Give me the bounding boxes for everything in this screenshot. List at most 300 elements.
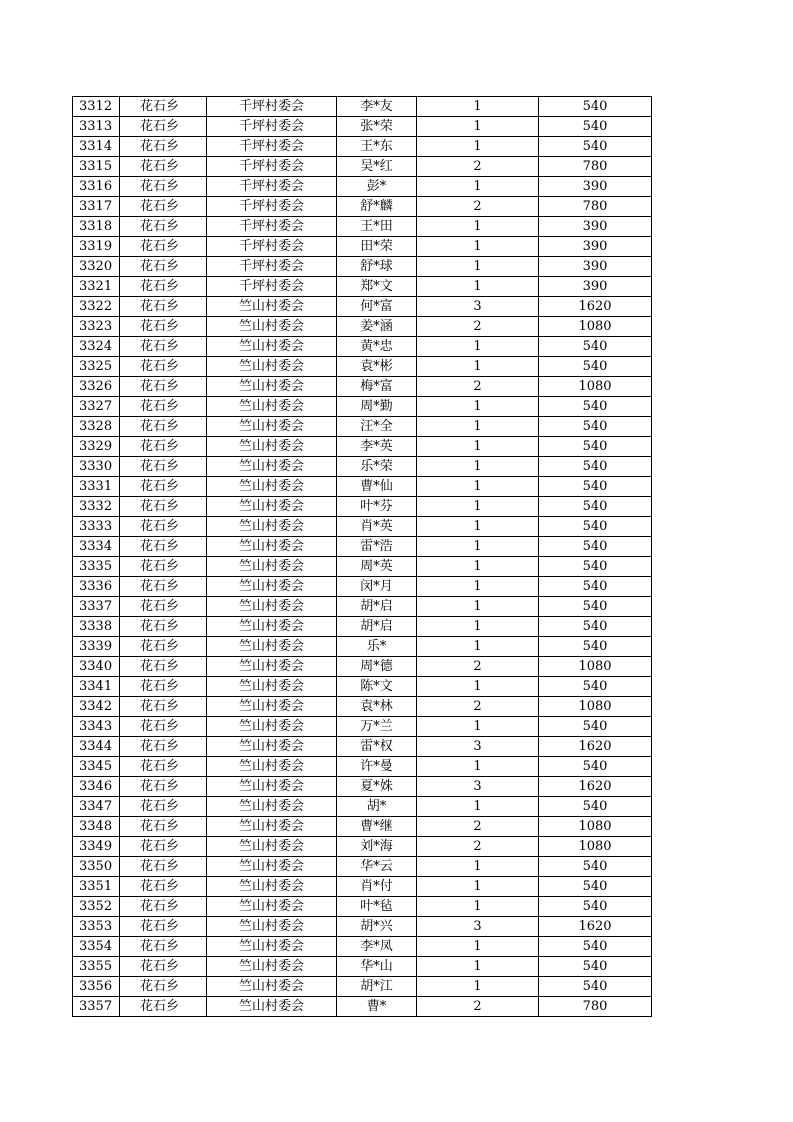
township-cell: 花石乡 [120, 337, 207, 357]
person-name-cell: 姜*涵 [337, 317, 417, 337]
person-name-cell: 叶*芬 [337, 497, 417, 517]
table-row [73, 557, 652, 577]
person-name-cell: 梅*富 [337, 377, 417, 397]
person-name-cell: 叶*毡 [337, 897, 417, 917]
amount-cell: 1620 [539, 297, 652, 317]
person-name-cell: 陈*文 [337, 677, 417, 697]
record-number-cell: 3327 [73, 397, 120, 417]
amount-cell: 540 [539, 637, 652, 657]
township-cell: 花石乡 [120, 697, 207, 717]
household-count-cell: 1 [417, 217, 539, 237]
township-cell: 花石乡 [120, 997, 207, 1017]
township-cell: 花石乡 [120, 297, 207, 317]
table-row [73, 337, 652, 357]
table-row [73, 257, 652, 277]
record-number-cell: 3357 [73, 997, 120, 1017]
amount-cell: 1620 [539, 777, 652, 797]
township-cell: 花石乡 [120, 877, 207, 897]
record-number-cell: 3335 [73, 557, 120, 577]
household-count-cell: 1 [417, 617, 539, 637]
record-number-cell: 3328 [73, 417, 120, 437]
person-name-cell: 胡*启 [337, 597, 417, 617]
amount-cell: 390 [539, 237, 652, 257]
amount-cell: 540 [539, 497, 652, 517]
record-number-cell: 3354 [73, 937, 120, 957]
township-cell: 花石乡 [120, 117, 207, 137]
person-name-cell: 李*友 [337, 97, 417, 117]
table-row [73, 217, 652, 237]
record-number-cell: 3345 [73, 757, 120, 777]
person-name-cell: 李*英 [337, 437, 417, 457]
township-cell: 花石乡 [120, 197, 207, 217]
household-count-cell: 2 [417, 317, 539, 337]
amount-cell: 540 [539, 937, 652, 957]
amount-cell: 540 [539, 877, 652, 897]
record-number-cell: 3343 [73, 717, 120, 737]
village-committee-cell: 竺山村委会 [207, 797, 337, 817]
record-number-cell: 3334 [73, 537, 120, 557]
village-committee-cell: 竺山村委会 [207, 357, 337, 377]
household-count-cell: 2 [417, 197, 539, 217]
table-row [73, 177, 652, 197]
person-name-cell: 胡* [337, 797, 417, 817]
person-name-cell: 万*兰 [337, 717, 417, 737]
household-count-cell: 1 [417, 137, 539, 157]
person-name-cell: 郑*文 [337, 277, 417, 297]
township-cell: 花石乡 [120, 357, 207, 377]
table-row [73, 717, 652, 737]
table-row [73, 297, 652, 317]
table-row [73, 657, 652, 677]
person-name-cell: 华*山 [337, 957, 417, 977]
household-count-cell: 2 [417, 817, 539, 837]
amount-cell: 540 [539, 757, 652, 777]
table-row [73, 637, 652, 657]
amount-cell: 540 [539, 397, 652, 417]
table-row [73, 477, 652, 497]
village-committee-cell: 竺山村委会 [207, 397, 337, 417]
person-name-cell: 乐*荣 [337, 457, 417, 477]
table-row [73, 877, 652, 897]
household-count-cell: 1 [417, 977, 539, 997]
table-row [73, 617, 652, 637]
record-number-cell: 3319 [73, 237, 120, 257]
township-cell: 花石乡 [120, 277, 207, 297]
village-committee-cell: 竺山村委会 [207, 957, 337, 977]
person-name-cell: 汪*全 [337, 417, 417, 437]
person-name-cell: 何*富 [337, 297, 417, 317]
township-cell: 花石乡 [120, 317, 207, 337]
record-number-cell: 3339 [73, 637, 120, 657]
household-count-cell: 1 [417, 117, 539, 137]
record-number-cell: 3323 [73, 317, 120, 337]
table-row [73, 277, 652, 297]
household-count-cell: 1 [417, 397, 539, 417]
record-number-cell: 3349 [73, 837, 120, 857]
record-number-cell: 3338 [73, 617, 120, 637]
village-committee-cell: 竺山村委会 [207, 697, 337, 717]
township-cell: 花石乡 [120, 777, 207, 797]
township-cell: 花石乡 [120, 857, 207, 877]
household-count-cell: 2 [417, 377, 539, 397]
township-cell: 花石乡 [120, 737, 207, 757]
amount-cell: 540 [539, 137, 652, 157]
person-name-cell: 张*荣 [337, 117, 417, 137]
record-number-cell: 3337 [73, 597, 120, 617]
household-count-cell: 2 [417, 697, 539, 717]
table-row [73, 677, 652, 697]
village-committee-cell: 千坪村委会 [207, 177, 337, 197]
township-cell: 花石乡 [120, 597, 207, 617]
village-committee-cell: 竺山村委会 [207, 937, 337, 957]
person-name-cell: 舒*麟 [337, 197, 417, 217]
record-number-cell: 3351 [73, 877, 120, 897]
township-cell: 花石乡 [120, 177, 207, 197]
table-row [73, 437, 652, 457]
amount-cell: 390 [539, 257, 652, 277]
village-committee-cell: 竺山村委会 [207, 817, 337, 837]
record-number-cell: 3355 [73, 957, 120, 977]
township-cell: 花石乡 [120, 617, 207, 637]
township-cell: 花石乡 [120, 577, 207, 597]
household-count-cell: 1 [417, 97, 539, 117]
village-committee-cell: 竺山村委会 [207, 977, 337, 997]
record-number-cell: 3336 [73, 577, 120, 597]
household-count-cell: 1 [417, 437, 539, 457]
amount-cell: 540 [539, 357, 652, 377]
amount-cell: 540 [539, 677, 652, 697]
record-number-cell: 3352 [73, 897, 120, 917]
table-row [73, 897, 652, 917]
record-number-cell: 3325 [73, 357, 120, 377]
amount-cell: 1620 [539, 917, 652, 937]
table-row [73, 737, 652, 757]
village-committee-cell: 竺山村委会 [207, 737, 337, 757]
record-number-cell: 3344 [73, 737, 120, 757]
amount-cell: 390 [539, 177, 652, 197]
household-count-cell: 1 [417, 757, 539, 777]
township-cell: 花石乡 [120, 457, 207, 477]
table-row [73, 137, 652, 157]
record-number-cell: 3356 [73, 977, 120, 997]
record-number-cell: 3340 [73, 657, 120, 677]
amount-cell: 540 [539, 717, 652, 737]
person-name-cell: 周*德 [337, 657, 417, 677]
amount-cell: 540 [539, 577, 652, 597]
village-committee-cell: 竺山村委会 [207, 377, 337, 397]
township-cell: 花石乡 [120, 837, 207, 857]
village-committee-cell: 竺山村委会 [207, 757, 337, 777]
household-count-cell: 3 [417, 297, 539, 317]
village-committee-cell: 竺山村委会 [207, 917, 337, 937]
table-row [73, 797, 652, 817]
person-name-cell: 华*云 [337, 857, 417, 877]
village-committee-cell: 竺山村委会 [207, 877, 337, 897]
amount-cell: 540 [539, 597, 652, 617]
table-row [73, 977, 652, 997]
township-cell: 花石乡 [120, 977, 207, 997]
township-cell: 花石乡 [120, 757, 207, 777]
amount-cell: 1080 [539, 377, 652, 397]
household-count-cell: 1 [417, 877, 539, 897]
household-count-cell: 1 [417, 277, 539, 297]
amount-cell: 540 [539, 517, 652, 537]
township-cell: 花石乡 [120, 517, 207, 537]
household-count-cell: 1 [417, 577, 539, 597]
record-number-cell: 3317 [73, 197, 120, 217]
village-committee-cell: 千坪村委会 [207, 257, 337, 277]
table-row [73, 237, 652, 257]
table-row [73, 917, 652, 937]
village-committee-cell: 竺山村委会 [207, 717, 337, 737]
household-count-cell: 1 [417, 177, 539, 197]
table-row [73, 317, 652, 337]
village-committee-cell: 竺山村委会 [207, 657, 337, 677]
village-committee-cell: 竺山村委会 [207, 617, 337, 637]
amount-cell: 540 [539, 337, 652, 357]
township-cell: 花石乡 [120, 157, 207, 177]
township-cell: 花石乡 [120, 417, 207, 437]
person-name-cell: 雷*浩 [337, 537, 417, 557]
village-committee-cell: 竺山村委会 [207, 857, 337, 877]
village-committee-cell: 竺山村委会 [207, 337, 337, 357]
record-number-cell: 3318 [73, 217, 120, 237]
amount-cell: 540 [539, 797, 652, 817]
amount-cell: 540 [539, 537, 652, 557]
amount-cell: 540 [539, 437, 652, 457]
table-row [73, 777, 652, 797]
amount-cell: 540 [539, 977, 652, 997]
record-number-cell: 3350 [73, 857, 120, 877]
household-count-cell: 3 [417, 917, 539, 937]
village-committee-cell: 竺山村委会 [207, 557, 337, 577]
record-number-cell: 3329 [73, 437, 120, 457]
village-committee-cell: 竺山村委会 [207, 517, 337, 537]
village-committee-cell: 竺山村委会 [207, 297, 337, 317]
person-name-cell: 曹* [337, 997, 417, 1017]
amount-cell: 540 [539, 477, 652, 497]
household-count-cell: 1 [417, 677, 539, 697]
person-name-cell: 夏*姝 [337, 777, 417, 797]
township-cell: 花石乡 [120, 397, 207, 417]
person-name-cell: 胡*江 [337, 977, 417, 997]
table-row [73, 157, 652, 177]
village-committee-cell: 竺山村委会 [207, 897, 337, 917]
person-name-cell: 李*凤 [337, 937, 417, 957]
record-number-cell: 3322 [73, 297, 120, 317]
village-committee-cell: 竺山村委会 [207, 537, 337, 557]
township-cell: 花石乡 [120, 937, 207, 957]
data-table [72, 96, 652, 1017]
person-name-cell: 周*勤 [337, 397, 417, 417]
village-committee-cell: 竺山村委会 [207, 437, 337, 457]
household-count-cell: 1 [417, 497, 539, 517]
township-cell: 花石乡 [120, 477, 207, 497]
person-name-cell: 吴*红 [337, 157, 417, 177]
record-number-cell: 3330 [73, 457, 120, 477]
table-row [73, 97, 652, 117]
table-row [73, 597, 652, 617]
record-number-cell: 3316 [73, 177, 120, 197]
table-row [73, 697, 652, 717]
person-name-cell: 袁*林 [337, 697, 417, 717]
village-committee-cell: 千坪村委会 [207, 117, 337, 137]
table-row [73, 937, 652, 957]
table-row [73, 117, 652, 137]
person-name-cell: 田*荣 [337, 237, 417, 257]
record-number-cell: 3320 [73, 257, 120, 277]
table-row [73, 537, 652, 557]
village-committee-cell: 竺山村委会 [207, 457, 337, 477]
household-count-cell: 1 [417, 477, 539, 497]
person-name-cell: 黄*忠 [337, 337, 417, 357]
table-row [73, 757, 652, 777]
village-committee-cell: 竺山村委会 [207, 677, 337, 697]
township-cell: 花石乡 [120, 797, 207, 817]
table-row [73, 457, 652, 477]
township-cell: 花石乡 [120, 917, 207, 937]
record-number-cell: 3313 [73, 117, 120, 137]
record-number-cell: 3333 [73, 517, 120, 537]
township-cell: 花石乡 [120, 657, 207, 677]
amount-cell: 1080 [539, 317, 652, 337]
amount-cell: 390 [539, 277, 652, 297]
person-name-cell: 舒*球 [337, 257, 417, 277]
amount-cell: 390 [539, 217, 652, 237]
village-committee-cell: 千坪村委会 [207, 97, 337, 117]
person-name-cell: 胡*兴 [337, 917, 417, 937]
table-row [73, 837, 652, 857]
record-number-cell: 3346 [73, 777, 120, 797]
table-row [73, 817, 652, 837]
township-cell: 花石乡 [120, 237, 207, 257]
household-count-cell: 1 [417, 457, 539, 477]
record-number-cell: 3314 [73, 137, 120, 157]
person-name-cell: 王*东 [337, 137, 417, 157]
village-committee-cell: 竺山村委会 [207, 837, 337, 857]
record-number-cell: 3332 [73, 497, 120, 517]
amount-cell: 1080 [539, 657, 652, 677]
person-name-cell: 曹*仙 [337, 477, 417, 497]
village-committee-cell: 竺山村委会 [207, 577, 337, 597]
household-count-cell: 1 [417, 857, 539, 877]
person-name-cell: 曹*继 [337, 817, 417, 837]
household-count-cell: 1 [417, 957, 539, 977]
table-row [73, 417, 652, 437]
township-cell: 花石乡 [120, 497, 207, 517]
township-cell: 花石乡 [120, 97, 207, 117]
township-cell: 花石乡 [120, 677, 207, 697]
household-count-cell: 1 [417, 937, 539, 957]
household-count-cell: 1 [417, 357, 539, 377]
township-cell: 花石乡 [120, 717, 207, 737]
table-body [73, 97, 652, 1017]
person-name-cell: 闵*月 [337, 577, 417, 597]
table-row [73, 197, 652, 217]
table-row [73, 957, 652, 977]
township-cell: 花石乡 [120, 377, 207, 397]
table-row [73, 497, 652, 517]
household-count-cell: 2 [417, 997, 539, 1017]
table-row [73, 377, 652, 397]
township-cell: 花石乡 [120, 137, 207, 157]
amount-cell: 780 [539, 157, 652, 177]
amount-cell: 780 [539, 197, 652, 217]
amount-cell: 540 [539, 857, 652, 877]
village-committee-cell: 竺山村委会 [207, 597, 337, 617]
household-count-cell: 1 [417, 557, 539, 577]
table-row [73, 517, 652, 537]
township-cell: 花石乡 [120, 897, 207, 917]
record-number-cell: 3315 [73, 157, 120, 177]
village-committee-cell: 千坪村委会 [207, 237, 337, 257]
table-row [73, 397, 652, 417]
village-committee-cell: 千坪村委会 [207, 217, 337, 237]
person-name-cell: 袁*彬 [337, 357, 417, 377]
household-count-cell: 1 [417, 797, 539, 817]
person-name-cell: 胡*启 [337, 617, 417, 637]
household-count-cell: 3 [417, 737, 539, 757]
household-count-cell: 1 [417, 897, 539, 917]
record-number-cell: 3326 [73, 377, 120, 397]
amount-cell: 540 [539, 617, 652, 637]
village-committee-cell: 竺山村委会 [207, 997, 337, 1017]
township-cell: 花石乡 [120, 957, 207, 977]
township-cell: 花石乡 [120, 557, 207, 577]
person-name-cell: 许*曼 [337, 757, 417, 777]
amount-cell: 540 [539, 897, 652, 917]
person-name-cell: 刘*海 [337, 837, 417, 857]
household-count-cell: 1 [417, 337, 539, 357]
village-committee-cell: 竺山村委会 [207, 317, 337, 337]
amount-cell: 540 [539, 457, 652, 477]
township-cell: 花石乡 [120, 257, 207, 277]
village-committee-cell: 竺山村委会 [207, 417, 337, 437]
person-name-cell: 乐* [337, 637, 417, 657]
township-cell: 花石乡 [120, 637, 207, 657]
household-count-cell: 1 [417, 517, 539, 537]
village-committee-cell: 千坪村委会 [207, 197, 337, 217]
amount-cell: 1080 [539, 697, 652, 717]
record-number-cell: 3347 [73, 797, 120, 817]
village-committee-cell: 千坪村委会 [207, 157, 337, 177]
amount-cell: 540 [539, 97, 652, 117]
record-number-cell: 3353 [73, 917, 120, 937]
amount-cell: 540 [539, 417, 652, 437]
person-name-cell: 肖*付 [337, 877, 417, 897]
township-cell: 花石乡 [120, 537, 207, 557]
village-committee-cell: 竺山村委会 [207, 637, 337, 657]
record-number-cell: 3341 [73, 677, 120, 697]
record-number-cell: 3312 [73, 97, 120, 117]
table-row [73, 997, 652, 1017]
person-name-cell: 王*田 [337, 217, 417, 237]
record-number-cell: 3342 [73, 697, 120, 717]
village-committee-cell: 竺山村委会 [207, 477, 337, 497]
household-count-cell: 1 [417, 417, 539, 437]
record-number-cell: 3321 [73, 277, 120, 297]
amount-cell: 1080 [539, 837, 652, 857]
record-number-cell: 3348 [73, 817, 120, 837]
township-cell: 花石乡 [120, 817, 207, 837]
household-count-cell: 3 [417, 777, 539, 797]
household-count-cell: 1 [417, 257, 539, 277]
amount-cell: 1620 [539, 737, 652, 757]
household-count-cell: 2 [417, 657, 539, 677]
record-number-cell: 3331 [73, 477, 120, 497]
table-row [73, 357, 652, 377]
amount-cell: 540 [539, 117, 652, 137]
